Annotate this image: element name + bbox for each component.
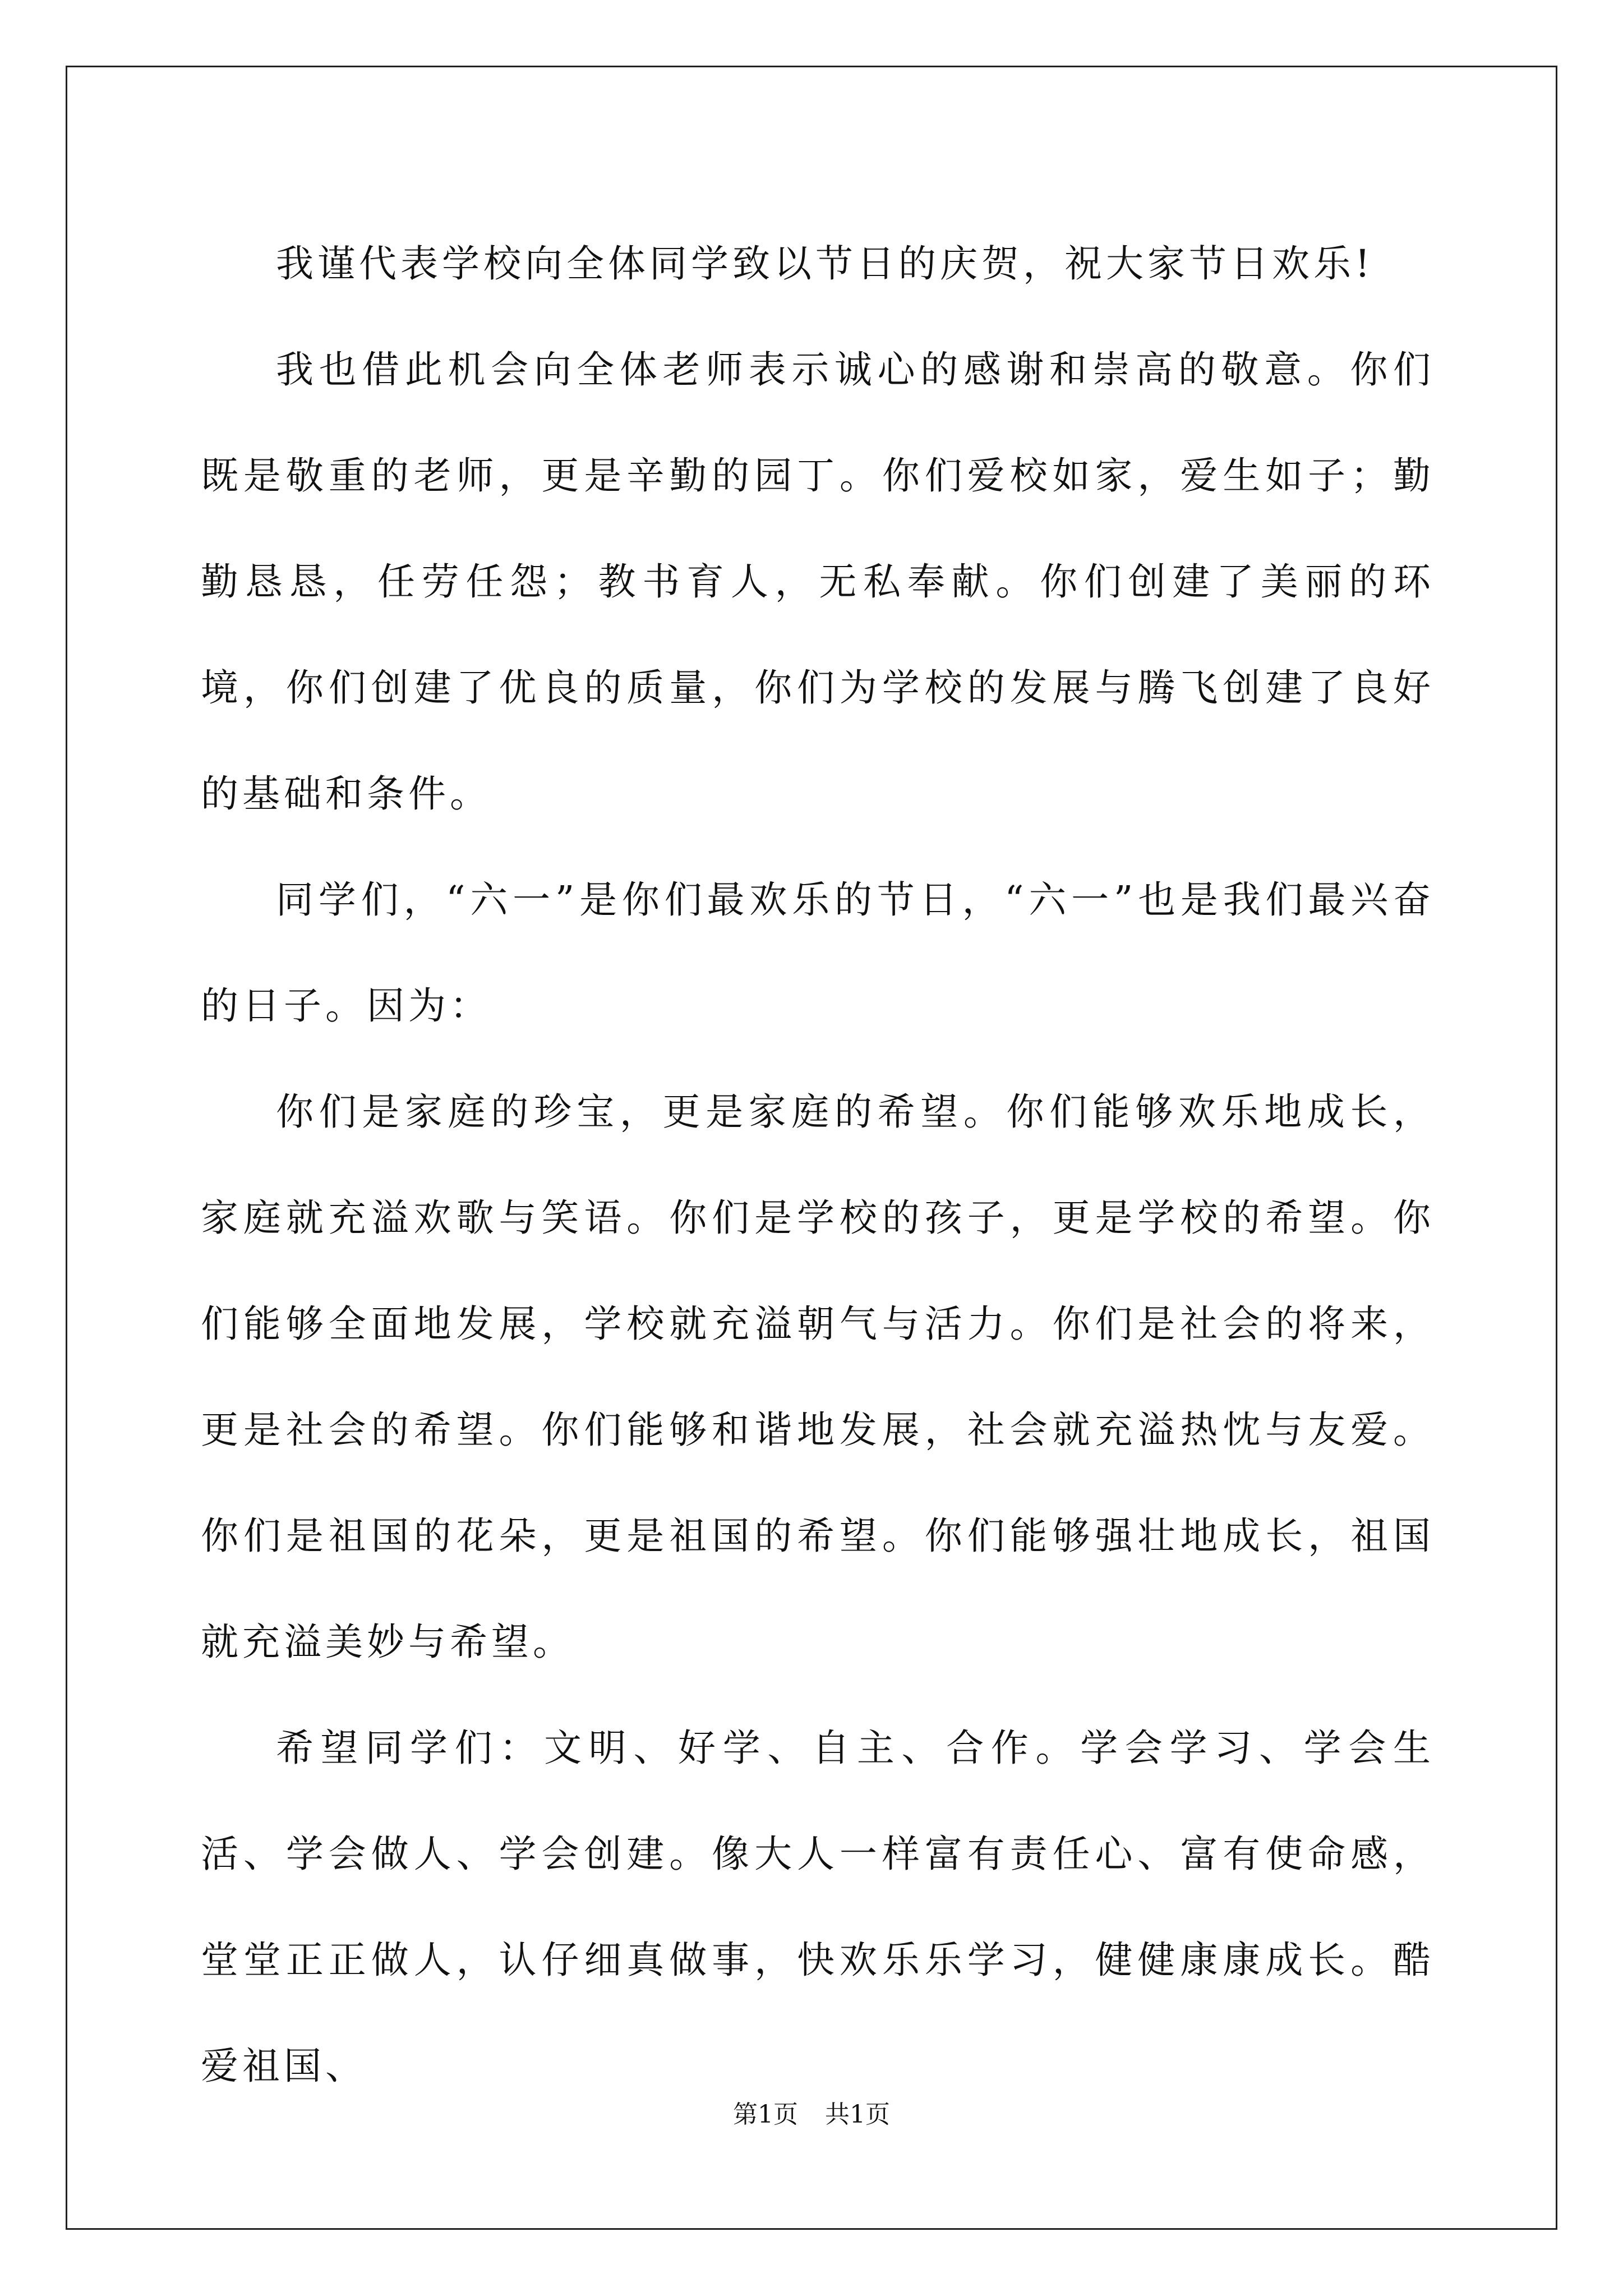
paragraph-2: 我也借此机会向全体老师表示诚心的感谢和崇高的敬意。你们既是敬重的老师，更是辛勤的园丁。你们爱校如家，爱生如子；勤勤恳恳，任劳任怨；教书育人，无私奉献。你们创建了美丽的环境，你们创建了优良的质量，你们为学校的发展与腾飞创建了良好的基础和条件。	[201, 348, 1435, 816]
page-number-current: 第1页	[733, 2100, 798, 2129]
paragraph-4: 你们是家庭的珍宝，更是家庭的希望。你们能够欢乐地成长，家庭就充溢欢歌与笑语。你们是学校的孩子，更是学校的希望。你们能够全面地发展，学校就充溢朝气与活力。你们是社会的将来，更是社会的希望。你们能够和谐地发展，社会就充溢热忱与友爱。你们是祖国的花朵，更是祖国的希望。你们能够强壮地成长，祖国就充溢美妙与希望。	[201, 1090, 1435, 1664]
paragraph-5: 希望同学们：文明、好学、自主、合作。学会学习、学会生活、学会做人、学会创建。像大人一样富有责任心、富有使命感，堂堂正正做人，认仔细真做事，快欢乐乐学习，健健康康成长。酷爱祖国、	[201, 1726, 1435, 2088]
page-footer	[0, 2098, 1623, 2132]
page-number-total: 共1页	[825, 2100, 890, 2129]
document-body	[201, 211, 1435, 2119]
paragraph-3: 同学们，“六一”是你们最欢乐的节日，“六一”也是我们最兴奋的日子。因为：	[201, 878, 1435, 1028]
paragraph-1: 我谨代表学校向全体同学致以节日的庆贺，祝大家节日欢乐!	[276, 242, 1374, 286]
